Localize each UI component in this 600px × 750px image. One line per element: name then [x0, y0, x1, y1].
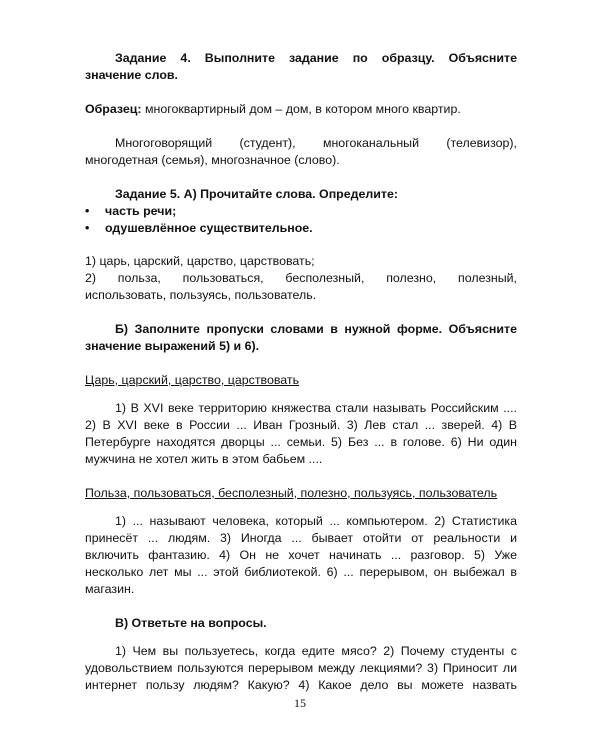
task5-partC-line1: 1) Чем вы пользуетесь, когда едите мясо? 2) Почему студенты с — [115, 644, 517, 658]
task5-bullet-text: одушевлённое существительное. — [105, 221, 313, 235]
task4-sample-text: многоквартирный дом – дом, в котором много квартир. — [141, 102, 461, 116]
task5-group1-line4: мужчина не хотел жить в этом бабьем .... — [85, 452, 323, 466]
task5-bullet-item — [85, 203, 517, 220]
task5-heading: Задание 5. А) Прочитайте слова. Определите: — [115, 187, 398, 201]
task5-bullet-item — [85, 220, 517, 237]
task4-words-line2: многодетная (семья), многозначное (слово). — [85, 153, 340, 167]
bullet-icon: • — [85, 221, 90, 235]
task5-list-line3: использовать, пользуясь, пользователь. — [85, 288, 317, 302]
task5-partC-heading: В) Ответьте на вопросы. — [115, 616, 267, 630]
task4-sample — [85, 101, 517, 118]
task5-group2-line3: включить фантазию. 4) Он не хочет начинать ... разговор. 5) Уже — [85, 548, 517, 562]
task5-list-line1: 1) царь, царский, царство, царствовать; — [85, 254, 315, 268]
page-number: 15 — [294, 696, 306, 710]
task5-group2-title: Польза, пользоваться, бесполезный, полезно, пользуясь, пользователь — [85, 486, 498, 500]
task5-group2-line5: магазин. — [85, 582, 135, 596]
task5-group2-line4: несколько лет мы ... этой библиотекой. 6) ... перерывом, он выбежал в — [85, 565, 517, 579]
page-content — [85, 46, 517, 694]
task5-partC-line3: интернет пользу людям? Какую? 4) Какое дело вы можете назвать — [85, 678, 517, 692]
task5-list-line2: 2) польза, пользоваться, бесполезный, полезно, полезный, — [85, 271, 517, 285]
task5-bullet-text: часть речи; — [105, 204, 177, 218]
task5-group2-line2: принесёт ... людям. 3) Иногда ... бывает отойти от реальности и — [85, 531, 517, 545]
task4-sample-label: Образец: — [85, 102, 142, 116]
task5-partB-line2: значение выражений 5) и 6). — [85, 339, 260, 353]
task5-partB-line1: Б) Заполните пропуски словами в нужной форме. Объясните — [115, 322, 517, 336]
task5-partC-line2: удовольствием пользуются перерывом между лекциями? 3) Приносит ли — [85, 661, 517, 675]
task4-heading-line1: Задание 4. Выполните задание по образцу. Объясните — [115, 51, 517, 65]
task4-words-line1: Многоговорящий (студент), многоканальный (телевизор), — [115, 136, 517, 150]
task5-group1-line3: Петербурге находятся дворцы ... семьи. 5) Без ... в голове. 6) Ни один — [85, 435, 517, 449]
task4-heading-line2: значение слов. — [85, 68, 178, 82]
task5-group1-title: Царь, царский, царство, царствовать — [85, 373, 300, 387]
bullet-icon: • — [85, 204, 90, 218]
task5-group1-line1: 1) В XVI веке территорию княжества стали называть Российским .... — [115, 401, 517, 415]
task5-group1-line2: 2) В XVI веке в России ... Иван Грозный. 3) Лев стал ... зверей. 4) В — [85, 418, 517, 432]
task5-bullet-list — [85, 203, 517, 237]
task5-group2-line1: 1) ... называют человека, который ... компьютером. 2) Статистика — [115, 514, 517, 528]
